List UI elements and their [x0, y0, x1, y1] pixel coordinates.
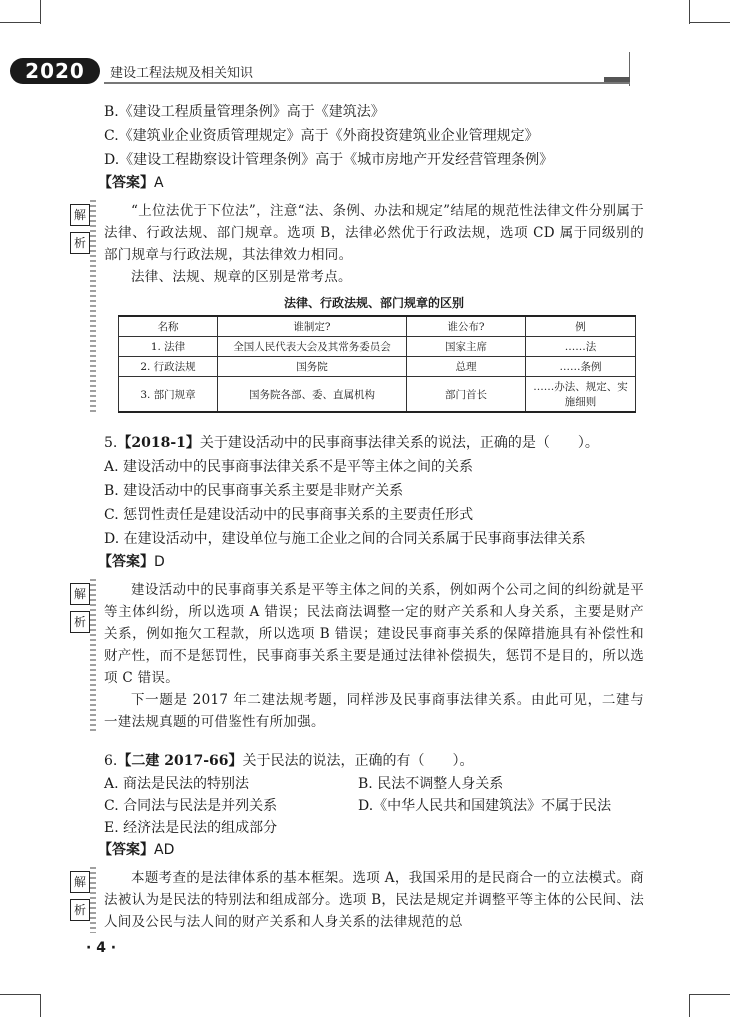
question-tag: 【2018-1】 [117, 435, 200, 451]
table-cell: 总理 [407, 357, 526, 377]
answer-label: 【答案】 [98, 175, 154, 191]
question-stem: 关于民法的说法，正确的有（ ）。 [242, 753, 474, 769]
table-row [119, 357, 636, 377]
crop-mark [0, 994, 40, 995]
question-number: 5. [104, 435, 118, 451]
question-6-options [104, 773, 644, 839]
crop-mark [40, 0, 41, 24]
option-d: D.《建设工程勘察设计管理条例》高于《城市房地产开发经营管理条例》 [104, 152, 554, 168]
answer-line [98, 172, 644, 194]
table-header-cell: 谁公布? [407, 316, 526, 337]
table-cell: 全国人民代表大会及其常务委员会 [218, 337, 407, 357]
table-cell: 国务院各部、委、直属机构 [218, 377, 407, 413]
comparison-table [118, 315, 636, 413]
crop-mark [690, 22, 730, 23]
year-badge: 2020 [10, 58, 100, 84]
table-cell: 3. 部门规章 [119, 377, 218, 413]
analysis-paragraph: “上位法优于下位法”，注意“法、条例、办法和规定”结尾的规范性法律文件分别属于法律、行政法规、部门规章。选项 B，法律必然优于行政法规，选项 CD 属于同级别的部门规章与行政法规，其法律效力相同。 [104, 203, 644, 263]
table-cell: ……法 [526, 337, 636, 357]
answer-label: 【答案】 [98, 554, 154, 570]
table-row [119, 337, 636, 357]
answer-line [98, 551, 644, 573]
analysis-paragraph: 本题考查的是法律体系的基本框架。选项 A，我国采用的是民商合一的立法模式。商法被认为是民法的特别法和组成部分。选项 B，民法是规定并调整平等主体的公民间、法人间及公民与法人间的财产关系和人身关系的法律规范的总 [104, 870, 644, 930]
analysis-wavy-border [90, 867, 96, 933]
analysis-block [73, 579, 644, 733]
analysis-paragraph: 下一题是 2017 年二建法规考题，同样涉及民事商事法律关系。由此可见，二建与一建法规真题的可借鉴性有所加强。 [104, 692, 644, 730]
answer-value: AD [154, 842, 175, 858]
analysis-badge-char: 解 [70, 204, 90, 226]
table-header-cell: 谁制定? [218, 316, 407, 337]
table-header-row [119, 316, 636, 337]
option-e: E. 经济法是民法的组成部分 [104, 820, 278, 836]
option-c: C.《建筑业企业资质管理规定》高于《外商投资建筑业企业管理规定》 [104, 128, 539, 144]
question-6-stem [104, 749, 644, 773]
header-rule [104, 82, 630, 84]
table-title: 法律、行政法规、部门规章的区别 [283, 296, 464, 310]
option-c: C. 合同法与民法是并列关系 [104, 798, 278, 814]
question-tag: 【二建 2017-66】 [117, 753, 243, 769]
table-header-cell: 名称 [119, 316, 218, 337]
option-a: A. 商法是民法的特别法 [104, 776, 250, 792]
option-b: B.《建设工程质量管理条例》高于《建筑法》 [104, 104, 385, 120]
table-row [119, 377, 636, 413]
option-d: D. 在建设活动中，建设单位与施工企业之间的合同关系属于民事商事法律关系 [104, 531, 586, 547]
option-a: A. 建设活动中的民事商事法律关系不是平等主体之间的关系 [104, 459, 474, 475]
analysis-paragraph: 建设活动中的民事商事关系是平等主体之间的关系，例如两个公司之间的纠纷就是平等主体纠纷，所以选项 A 错误；民法商法调整一定的财产关系和人身关系，主要是财产关系，例如拖欠工程款，所以选项 B 错误；建设民事商事关系的保障措施具有补偿性和财产性，而不是惩罚性，民事商事关系主要是通过法律补偿损失，惩罚不是目的，所以选项 C 错误。 [104, 582, 644, 686]
crop-mark [689, 994, 690, 1017]
question-4-options [104, 100, 644, 172]
analysis-wavy-border [90, 579, 96, 733]
question-stem: 关于建设活动中的民事商事法律关系的说法，正确的是（ ）。 [199, 435, 599, 451]
table-cell: 国务院 [218, 357, 407, 377]
option-b: B. 建设活动中的民事商事关系主要是非财产关系 [104, 483, 404, 499]
analysis-paragraph: 法律、法规、规章的区别是常考点。 [131, 269, 352, 285]
option-d: D.《中华人民共和国建筑法》不属于民法 [358, 798, 612, 814]
analysis-badge-char: 解 [70, 583, 90, 605]
answer-value: A [154, 175, 164, 191]
analysis-block [73, 867, 644, 933]
table-cell: 部门首长 [407, 377, 526, 413]
analysis-badge-char: 解 [70, 871, 90, 893]
analysis-block [73, 200, 644, 413]
analysis-wavy-border [90, 200, 96, 413]
crop-mark [40, 994, 41, 1017]
page-header [0, 40, 730, 96]
option-b: B. 民法不调整人身关系 [358, 776, 504, 792]
table-header-cell: 例 [526, 316, 636, 337]
table-cell: ……条例 [526, 357, 636, 377]
book-title: 建设工程法规及相关知识 [110, 66, 254, 81]
answer-value: D [154, 554, 165, 570]
table-cell: 国家主席 [407, 337, 526, 357]
analysis-badge-char: 析 [70, 232, 90, 254]
analysis-badge-char: 析 [70, 611, 90, 633]
question-number: 6. [104, 753, 118, 769]
question-5-stem [104, 431, 644, 455]
answer-line [98, 839, 644, 861]
table-cell: 1. 法律 [119, 337, 218, 357]
crop-mark [690, 994, 730, 995]
table-cell: 2. 行政法规 [119, 357, 218, 377]
answer-label: 【答案】 [98, 842, 154, 858]
crop-mark [689, 0, 690, 24]
crop-mark [0, 22, 40, 23]
question-5-options [104, 455, 644, 551]
option-c: C. 惩罚性责任是建设活动中的民事商事关系的主要责任形式 [104, 507, 474, 523]
page-number: · 4 · [86, 940, 117, 956]
analysis-badge-char: 析 [70, 899, 90, 921]
table-cell: ……办法、规定、实施细则 [526, 377, 636, 413]
header-bar [604, 77, 630, 82]
page-content [73, 100, 644, 933]
